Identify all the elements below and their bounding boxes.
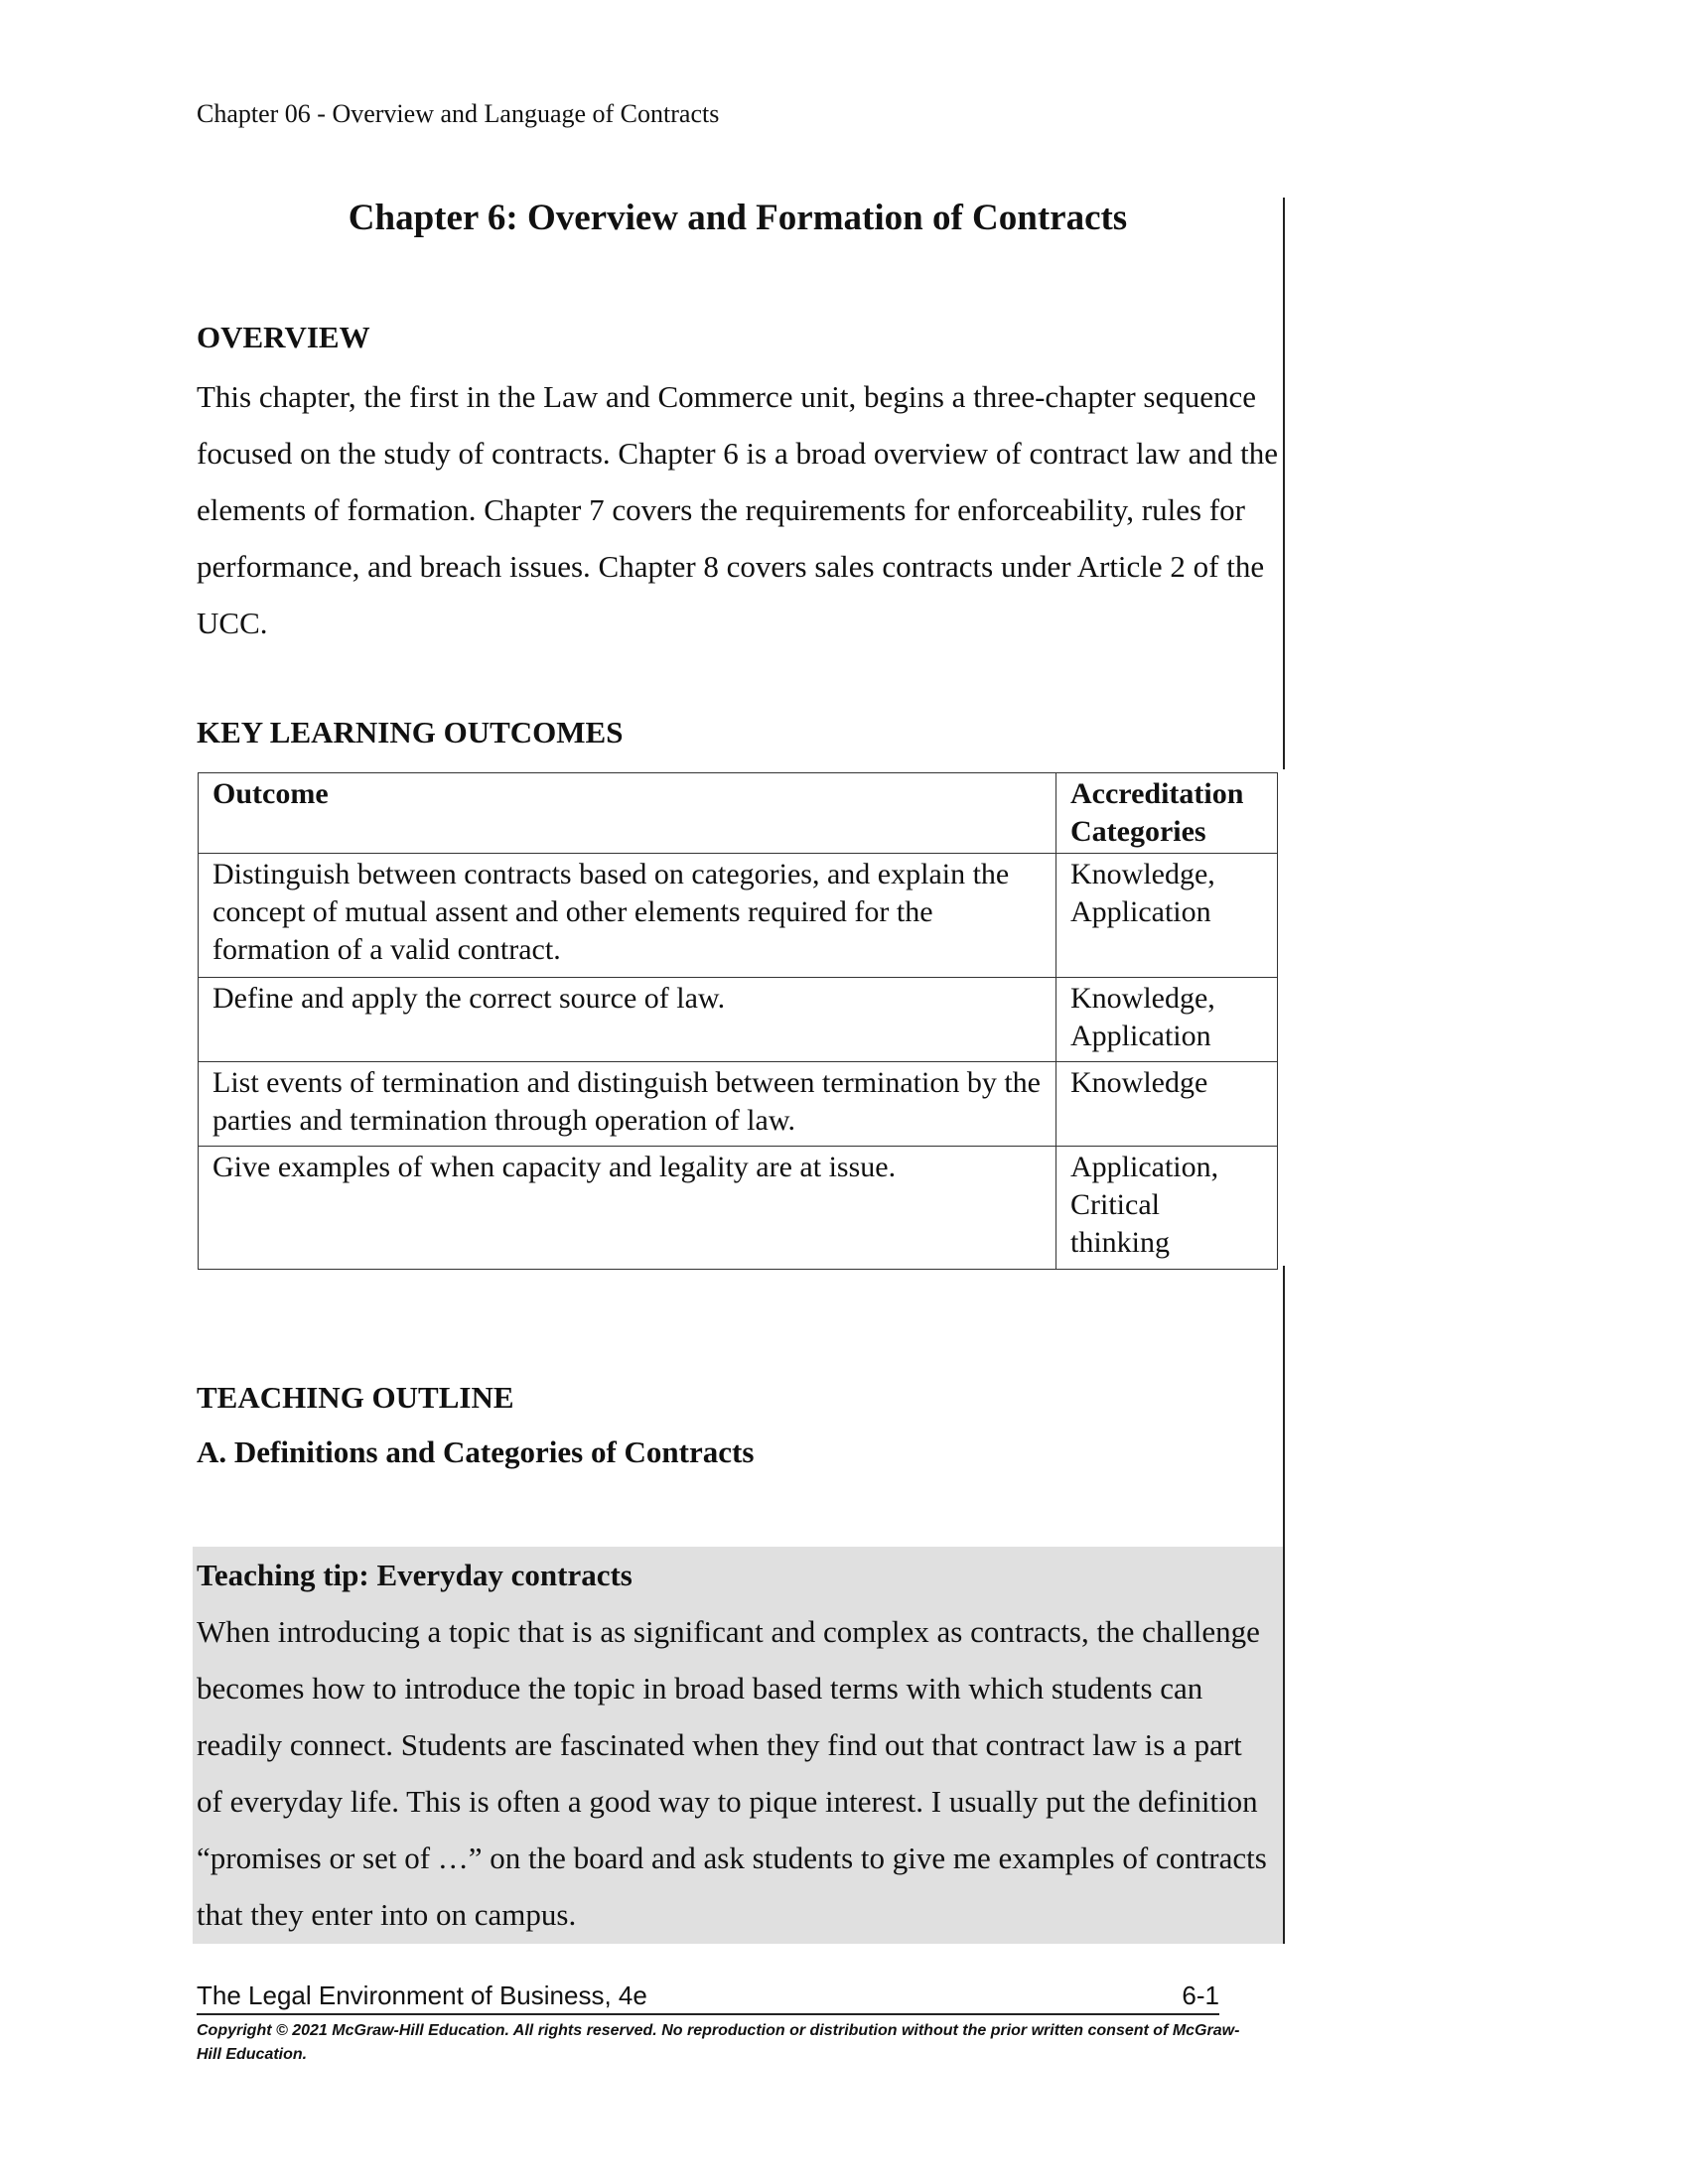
outline-heading: TEACHING OUTLINE — [197, 1380, 514, 1415]
teaching-tip-title: Teaching tip: Everyday contracts — [197, 1558, 633, 1592]
category-cell: Application, Critical thinking — [1056, 1147, 1278, 1270]
copyright-notice: Copyright © 2021 McGraw-Hill Education. All rights reserved. No reproduction or distribution without the prior written consent of McGraw-Hill Education. — [197, 2022, 1240, 2063]
page-number: 6-1 — [1182, 1980, 1219, 2010]
page-title: Chapter 6: Overview and Formation of Contracts — [348, 198, 1128, 238]
table-header-row — [199, 773, 1278, 854]
running-header: Chapter 06 - Overview and Language of Contracts — [197, 99, 720, 128]
overview-text: This chapter, the first in the Law and Commerce unit, begins a three-chapter sequence focused on the study of contracts. Chapter 6 is a broad overview of contract law and the elements of formation. Chapter 7 covers the requirements for enforceability, rules for performance, and breach issues. Chapter 8 covers sales contracts under Article 2 of the UCC. — [197, 379, 1278, 640]
teaching-tip-box — [193, 1547, 1283, 1944]
outcomes-heading: KEY LEARNING OUTCOMES — [197, 715, 624, 750]
overview-heading: OVERVIEW — [197, 320, 370, 354]
outcome-cell: List events of termination and distinguish between termination by the parties and termination through operation of law. — [199, 1062, 1056, 1147]
outcome-cell: Give examples of when capacity and legality are at issue. — [199, 1147, 1056, 1270]
category-cell: Knowledge, Application — [1056, 978, 1278, 1062]
outcome-cell: Define and apply the correct source of law. — [199, 978, 1056, 1062]
column-header: Accreditation Categories — [1056, 773, 1278, 854]
teaching-tip-text: When introducing a topic that is as significant and complex as contracts, the challenge becomes how to introduce the topic in broad based terms with which students can readily connect. Students are fascinated when they find out that contract law is a part of everyday life. This is often a good way to pique interest. I usually put the definition “promises or set of …” on the board and ask students to give me examples of contracts that they enter into on campus. — [197, 1614, 1267, 1932]
column-header: Outcome — [199, 773, 1056, 854]
category-cell: Knowledge — [1056, 1062, 1278, 1147]
outcomes-table — [198, 772, 1278, 1270]
book-title: The Legal Environment of Business, 4e — [197, 1980, 647, 2010]
margin-bar — [1283, 1266, 1285, 1944]
table-row — [199, 978, 1278, 1062]
table-row — [199, 854, 1278, 978]
outcome-cell: Distinguish between contracts based on categories, and explain the concept of mutual assent and other elements required for the formation of a valid contract. — [199, 854, 1056, 978]
section-a-heading: A. Definitions and Categories of Contracts — [197, 1434, 755, 1469]
table-row — [199, 1062, 1278, 1147]
category-cell: Knowledge, Application — [1056, 854, 1278, 978]
footer — [197, 1980, 1219, 2015]
table-row — [199, 1147, 1278, 1270]
